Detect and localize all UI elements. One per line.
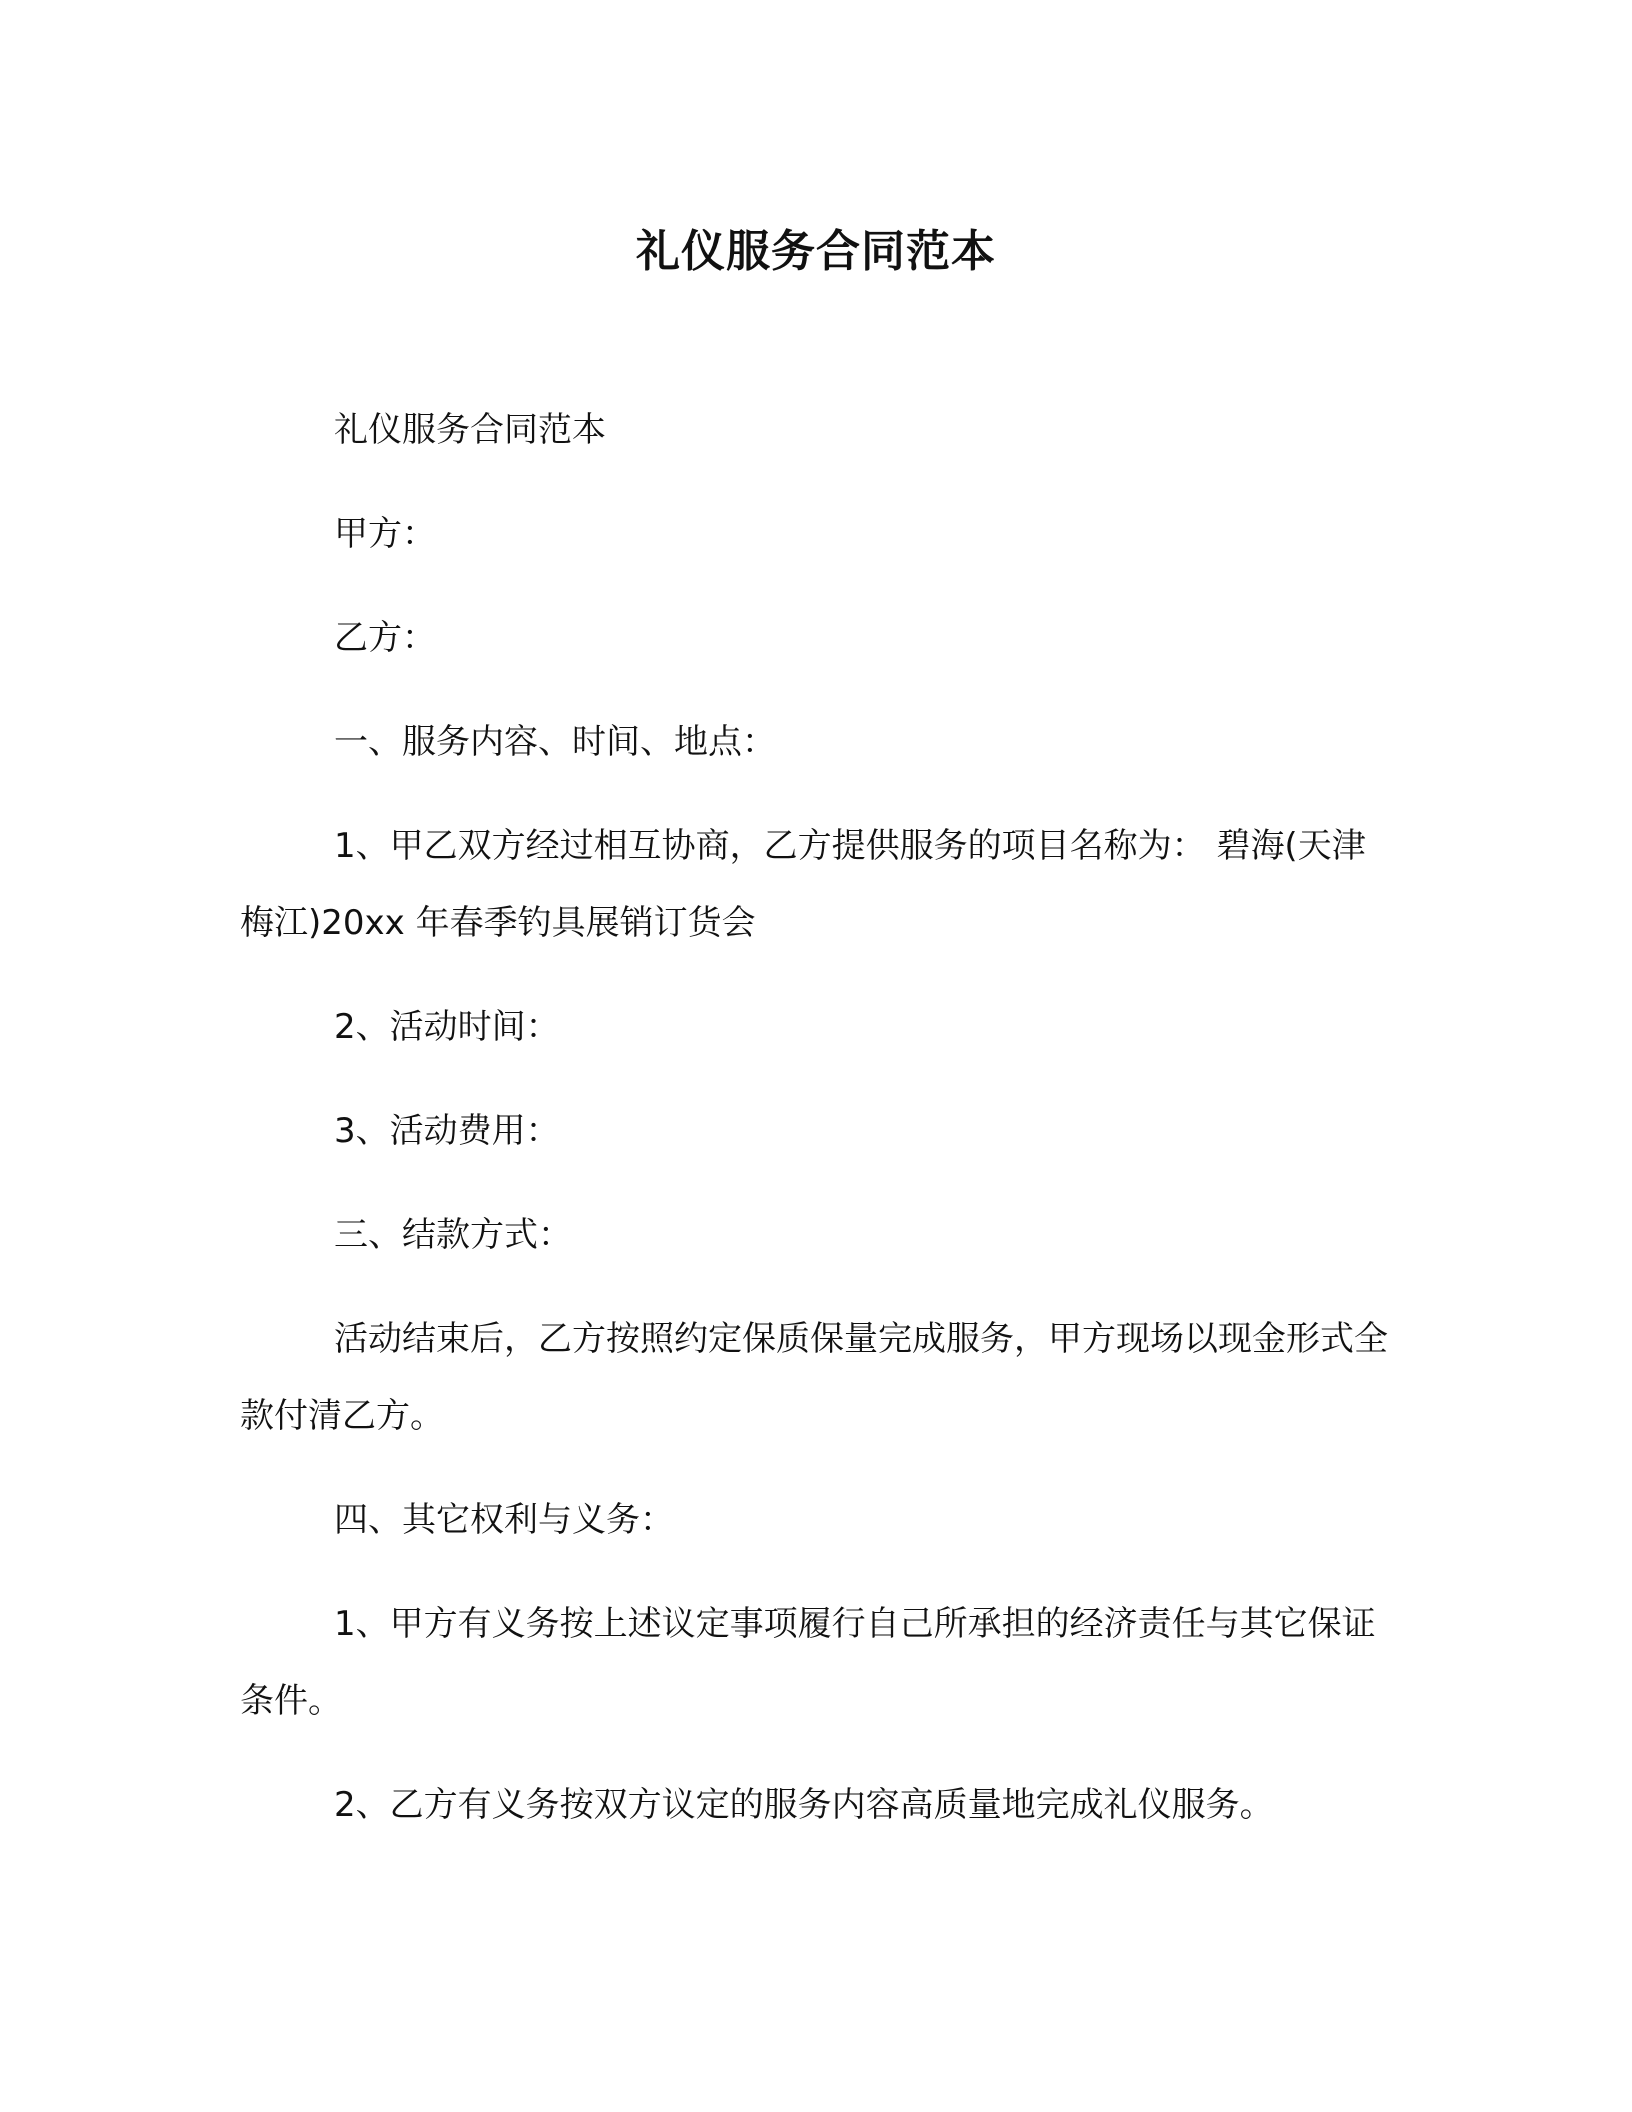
document-title: 礼仪服务合同范本: [636, 226, 996, 277]
paragraph-section-4-heading: 四、其它权利与义务：: [334, 1500, 674, 1540]
paragraph-item-event-fee: 3、活动费用：: [334, 1111, 560, 1151]
paragraph-item-event-time: 2、活动时间：: [334, 1007, 560, 1047]
paragraph-item-project-name: 1、甲乙双方经过相互协商，乙方提供服务的项目名称为： 碧海(天津梅江)20xx 年春季钓具展销订货会: [240, 826, 1366, 943]
paragraph-party-a-obligation: 1、甲方有义务按上述议定事项履行自己所承担的经济责任与其它保证条件。: [240, 1604, 1376, 1721]
paragraph-party-b-obligation: 2、乙方有义务按双方议定的服务内容高质量地完成礼仪服务。: [334, 1785, 1274, 1825]
paragraph-section-3-heading: 三、结款方式：: [334, 1215, 572, 1255]
document-body: [240, 392, 1390, 1871]
paragraph-party-b: 乙方：: [334, 618, 436, 658]
paragraph-section-1-heading: 一、服务内容、时间、地点：: [334, 722, 776, 762]
paragraph-party-a: 甲方：: [334, 514, 436, 554]
paragraph-payment-terms: 活动结束后，乙方按照约定保质保量完成服务，甲方现场以现金形式全款付清乙方。: [240, 1319, 1388, 1436]
paragraph-subtitle: 礼仪服务合同范本: [334, 410, 606, 450]
